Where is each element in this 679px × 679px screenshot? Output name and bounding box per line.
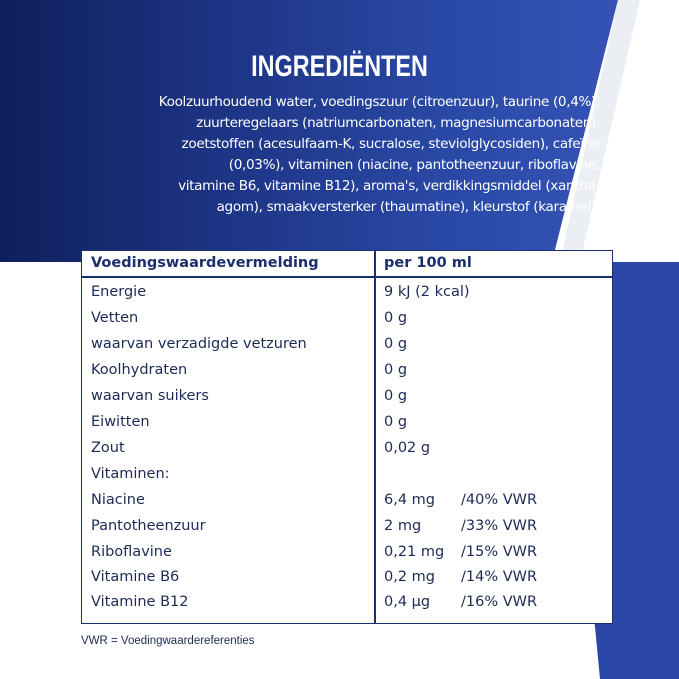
row-reference-intake: /40% VWR — [461, 492, 538, 508]
header-label: Voedingswaardevermelding — [91, 255, 319, 271]
table-row — [82, 590, 612, 616]
row-label: Vitamine B12 — [91, 594, 189, 610]
ingredients-line: vitamine B6, vitamine B12), aroma's, verdikkingsmiddel (xantha- — [178, 178, 600, 194]
row-value: 0 g — [384, 362, 408, 378]
row-value: 0 g — [384, 388, 408, 404]
row-value: 0,2 mg — [384, 569, 435, 585]
table-row — [82, 358, 612, 384]
row-label: Pantotheenzuur — [91, 518, 206, 534]
row-label: Zout — [91, 440, 125, 456]
ingredients-line: (0,03%), vitaminen (niacine, pantotheenzuur, riboflavine, — [228, 157, 600, 173]
row-reference-intake: /16% VWR — [461, 594, 538, 610]
row-reference-intake: /14% VWR — [461, 569, 538, 585]
row-value: 6,4 mg — [384, 492, 435, 508]
table-row — [82, 436, 612, 462]
row-label: Eiwitten — [91, 414, 150, 430]
row-label: waarvan suikers — [91, 388, 209, 404]
ingredients-line: agom), smaakversterker (thaumatine), kleurstof (karamel). — [216, 199, 600, 215]
row-reference-intake: /15% VWR — [461, 544, 538, 560]
row-label: Vitamine B6 — [91, 569, 180, 585]
table-row — [82, 280, 612, 306]
ingredients-title: INGREDIËNTEN — [251, 50, 428, 83]
nutrition-table — [81, 250, 613, 624]
table-row — [82, 332, 612, 358]
row-label: Niacine — [91, 492, 145, 508]
table-row — [82, 410, 612, 436]
table-row — [82, 565, 612, 591]
table-row — [82, 462, 612, 488]
row-label: Vitaminen: — [91, 466, 170, 482]
row-value: 0 g — [384, 336, 408, 352]
table-row — [82, 384, 612, 410]
header-value: per 100 ml — [384, 255, 472, 271]
ingredients-line: zuurteregelaars (natriumcarbonaten, magnesiumcarbonaten), — [196, 115, 600, 131]
ingredients-line: zoetstoffen (acesulfaam-K, sucralose, steviolglycosiden), cafeïne — [181, 136, 600, 152]
row-value: 0,4 µg — [384, 594, 431, 610]
table-row — [82, 540, 612, 566]
row-value: 0,02 g — [384, 440, 431, 456]
ingredients-text — [60, 92, 600, 218]
row-value: 0 g — [384, 414, 408, 430]
row-label: Energie — [91, 284, 147, 300]
row-label: Riboflavine — [91, 544, 172, 560]
footnote: VWR = Voedingwaardereferenties — [81, 635, 255, 647]
row-value: 0,21 mg — [384, 544, 445, 560]
row-value: 9 kJ (2 kcal) — [384, 284, 470, 300]
table-row — [82, 488, 612, 514]
table-row — [82, 514, 612, 540]
ingredients-line: Koolzuurhoudend water, voedingszuur (citroenzuur), taurine (0,4%), — [158, 94, 600, 110]
table-row — [82, 306, 612, 332]
row-value: 2 mg — [384, 518, 422, 534]
table-header — [82, 251, 612, 277]
row-label: waarvan verzadigde vetzuren — [91, 336, 307, 352]
row-reference-intake: /33% VWR — [461, 518, 538, 534]
row-value: 0 g — [384, 310, 408, 326]
row-label: Vetten — [91, 310, 139, 326]
row-label: Koolhydraten — [91, 362, 188, 378]
